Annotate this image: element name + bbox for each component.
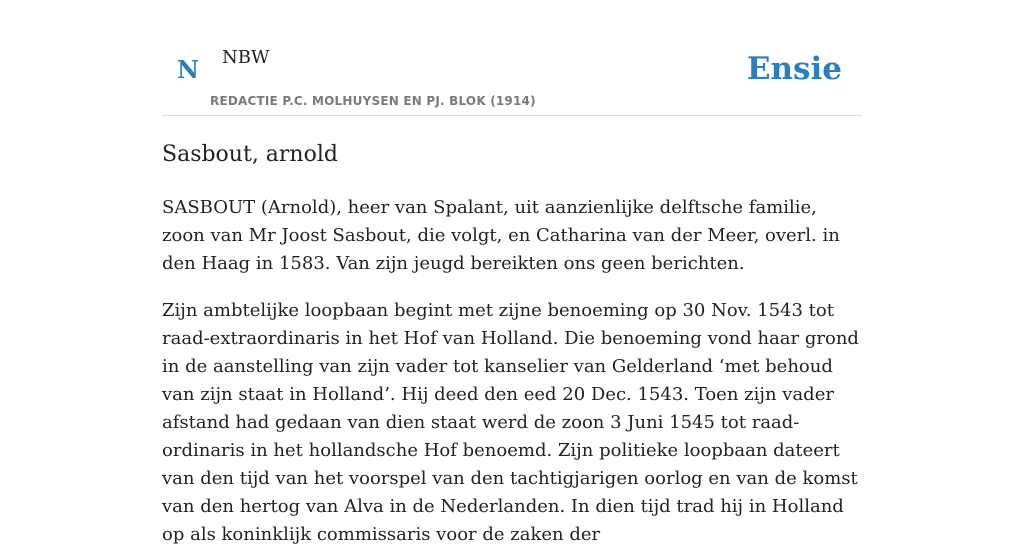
article-paragraph-2: Zijn ambtelijke loopbaan begint met zijne benoeming op 30 Nov. 1543 tot raad-extraordinaris in het Hof van Holland. Die benoeming vond haar grond in de aanstelling van zijn vader tot kanselier van Gelderland ‘met behoud van zijn staat in Holland’. Hij deed den eed 20 Dec. 1543. Toen zijn vader afstand had gedaan van dien staat werd de zoon 3 Juni 1545 tot raad-ordinaris in het hollandsche Hof benoemd. Zijn politieke loopbaan dateert van den tijd van het voorspel van den tachtigjarigen oorlog en van de komst van den hertog van Alva in de Nederlanden. In dien tijd trad hij in Holland op als koninklijk commissaris voor de zaken der xyxy=(162,300,859,545)
page-title: Sasbout, arnold xyxy=(162,142,338,167)
source-subtitle: REDACTIE P.C. MOLHUYSEN EN PJ. BLOK (1914) xyxy=(210,94,536,108)
article-paragraph-1: SASBOUT (Arnold), heer van Spalant, uit aanzienlijke delftsche familie, zoon van Mr Joost Sasbout, die volgt, en Catharina van der Meer, overl. in den Haag in 1583. Van zijn jeugd bereikten ons geen berichten. xyxy=(162,197,840,274)
page xyxy=(162,0,862,545)
header xyxy=(162,0,862,116)
brand-logo-link[interactable]: Ensie xyxy=(746,51,842,87)
source-logo[interactable]: N xyxy=(177,55,199,84)
source-name[interactable]: NBW xyxy=(222,47,270,68)
